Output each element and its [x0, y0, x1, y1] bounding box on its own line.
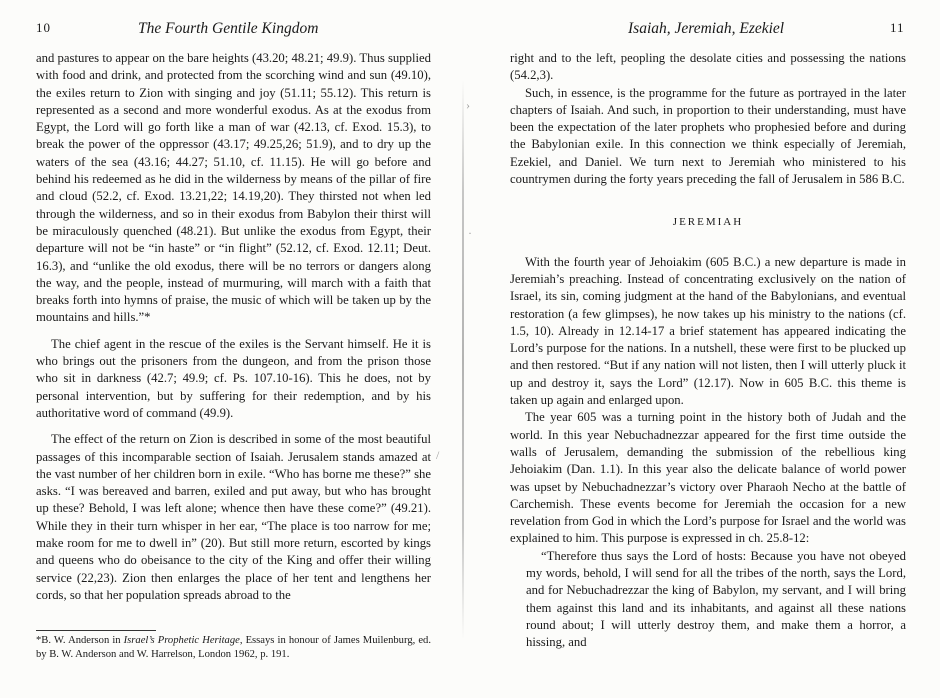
paragraph: The year 605 was a turning point in the history both of Judah and the world. In this year Nebuchadnezzar appeared for the first time outside the walls of Jerusalem, demanding the submission of the rebellious king Jehoiakim (Dan. 1.1). In this year also the delicate balance of world power was upset by Nebuchadnezzar’s victory over Pharaoh Necho at the battle of Carchemish. These events become for Jeremiah the occasion for a new revelation from God in which the Lord’s purpose for Israel and the world was explained to him. This purpose is expressed in ch. 25.8-12:: [510, 410, 906, 546]
paragraph: right and to the left, peopling the desolate cities and possessing the nations (54.2,3).: [510, 51, 906, 83]
book-gutter: [462, 80, 464, 640]
right-running-head: Isaiah, Jeremiah, Ezekiel: [628, 20, 785, 37]
paragraph: The effect of the return on Zion is described in some of the most beautiful passages of this incomparable section of Isaiah. Jerusalem stands amazed at the vast number of her children born in exile. “Who has borne me these?” she asks. “I was bereaved and barren, exiled and put away, but who has brought up these? Behold, I was left alone; whence then have these come?” (49.21). While they in their turn whisper in her ear, “The place is too narrow for me; make room for me to dwell in” (20). But still more return, escorted by kings and queens who do obeisance to the city of the King and offer their willing service (22,23). Zion then enlarges the place of her tent and lengthens her cords, so that her population spreads abroad to the: [36, 432, 431, 602]
right-page: [470, 0, 940, 698]
footnote-details: , Essays in honour of James Muilenburg, ed. by B. W. Anderson and W. Harrelson, London 1962, p. 191.: [36, 635, 431, 660]
paragraph: and pastures to appear on the bare heights (43.20; 48.21; 49.9). Thus supplied with food and drink, and protected from the scorching wind and sun (49.10), the exiles return to Zion with singing and joy (51.11; 55.12). This return is represented as a second and more wonderful exodus. As at the exodus from Egypt, the Lord will go forth like a man of war (42.13, cf. Exod. 15.3), to break the power of the oppressor (43.17; 49.25,26; 51.9), and to dry up the waters of the sea (43.16; 44.27; 51.10, cf. 11.15). He will go before and behind his redeemed as he did in the wilderness by means of the pillar of fire and cloud (52.2, cf. Exod. 13.21,22; 14.19,20). They thirsted not when led through the wilderness, and so in their exodus from Babylon their thirst will be miraculously quenched (48.21). But unlike the exodus from Egypt, their departure will not be “in haste” or “in flight” (52.12, cf. Exod. 12.11; Deut. 16.3), and “unlike the old exodus, there will be no terrors or dangers along the way, and the people, instead of murmuring, will march with a faith that breaks forth into hymns of praise, the music of which will be taken up by the mountains and hills.”*: [36, 51, 431, 325]
margin-mark: /: [436, 448, 440, 462]
footnote-rule: [36, 630, 156, 631]
right-page-number: 11: [890, 20, 905, 35]
left-page-number: 10: [36, 20, 51, 35]
footnote: [36, 634, 431, 662]
paragraph: Such, in essence, is the programme for the future as portrayed in the later chapters of Isaiah. And such, in proportion to their understanding, must have been the expectation of the later prophets who prophesied before and during the Babylonian exile. In this connection we think especially of Jeremiah, Ezekiel, and Daniel. We turn next to Jeremiah who ministered to his countrymen during the forty years preceding the fall of Jerusalem in 586 B.C.: [510, 85, 906, 187]
footnote-work-title: Israel’s Prophetic Heritage: [123, 635, 240, 646]
section-heading: JEREMIAH: [672, 216, 744, 229]
block-quotation: “Therefore thus says the Lord of hosts: Because you have not obeyed my words, behold, I will send for all the tribes of the north, says the Lord, and for Nebuchadrezzar the king of Babylon, my servant, and I will bring them against this land and its inhabitants, and against all these nations round about; I will utterly destroy them, and make them a horror, a hissing, and: [526, 548, 906, 650]
margin-mark: ·: [468, 226, 472, 240]
paragraph: The chief agent in the rescue of the exiles is the Servant himself. He it is who brings out the prisoners from the dungeon, and from the prison those who sit in darkness (42.7; 49.9; cf. Ps. 107.10-16). This he does, not by personal intervention, but by suffering for their redemption, and by his authoritative word of command (49.9).: [36, 336, 431, 420]
left-body-text: [36, 50, 431, 604]
right-body-text: [510, 50, 906, 652]
margin-mark: ›: [466, 98, 470, 112]
footnote-marker: *: [36, 635, 42, 646]
left-running-head: The Fourth Gentile Kingdom: [138, 20, 319, 37]
footnote-author: B. W. Anderson in: [41, 635, 124, 646]
paragraph: With the fourth year of Jehoiakim (605 B.C.) a new departure is made in Jeremiah’s preaching. Instead of concentrating exclusively on the nation of Israel, its sin, coming judgment at the hand of the Babylonians, and eventual restoration (a few glimpses), he now takes up his ministry to the nations (cf. 1.5, 10). Already in 12.14-17 a brief statement has appeared indicating the Lord’s purpose for the nations. In a nutshell, these were first to be plucked up and then restored. “But if any nation will not listen, then I will utterly pluck it up and destroy it, says the Lord” (12.17). Now in 605 B.C. this theme is taken up again and enlarged upon.: [510, 254, 906, 408]
